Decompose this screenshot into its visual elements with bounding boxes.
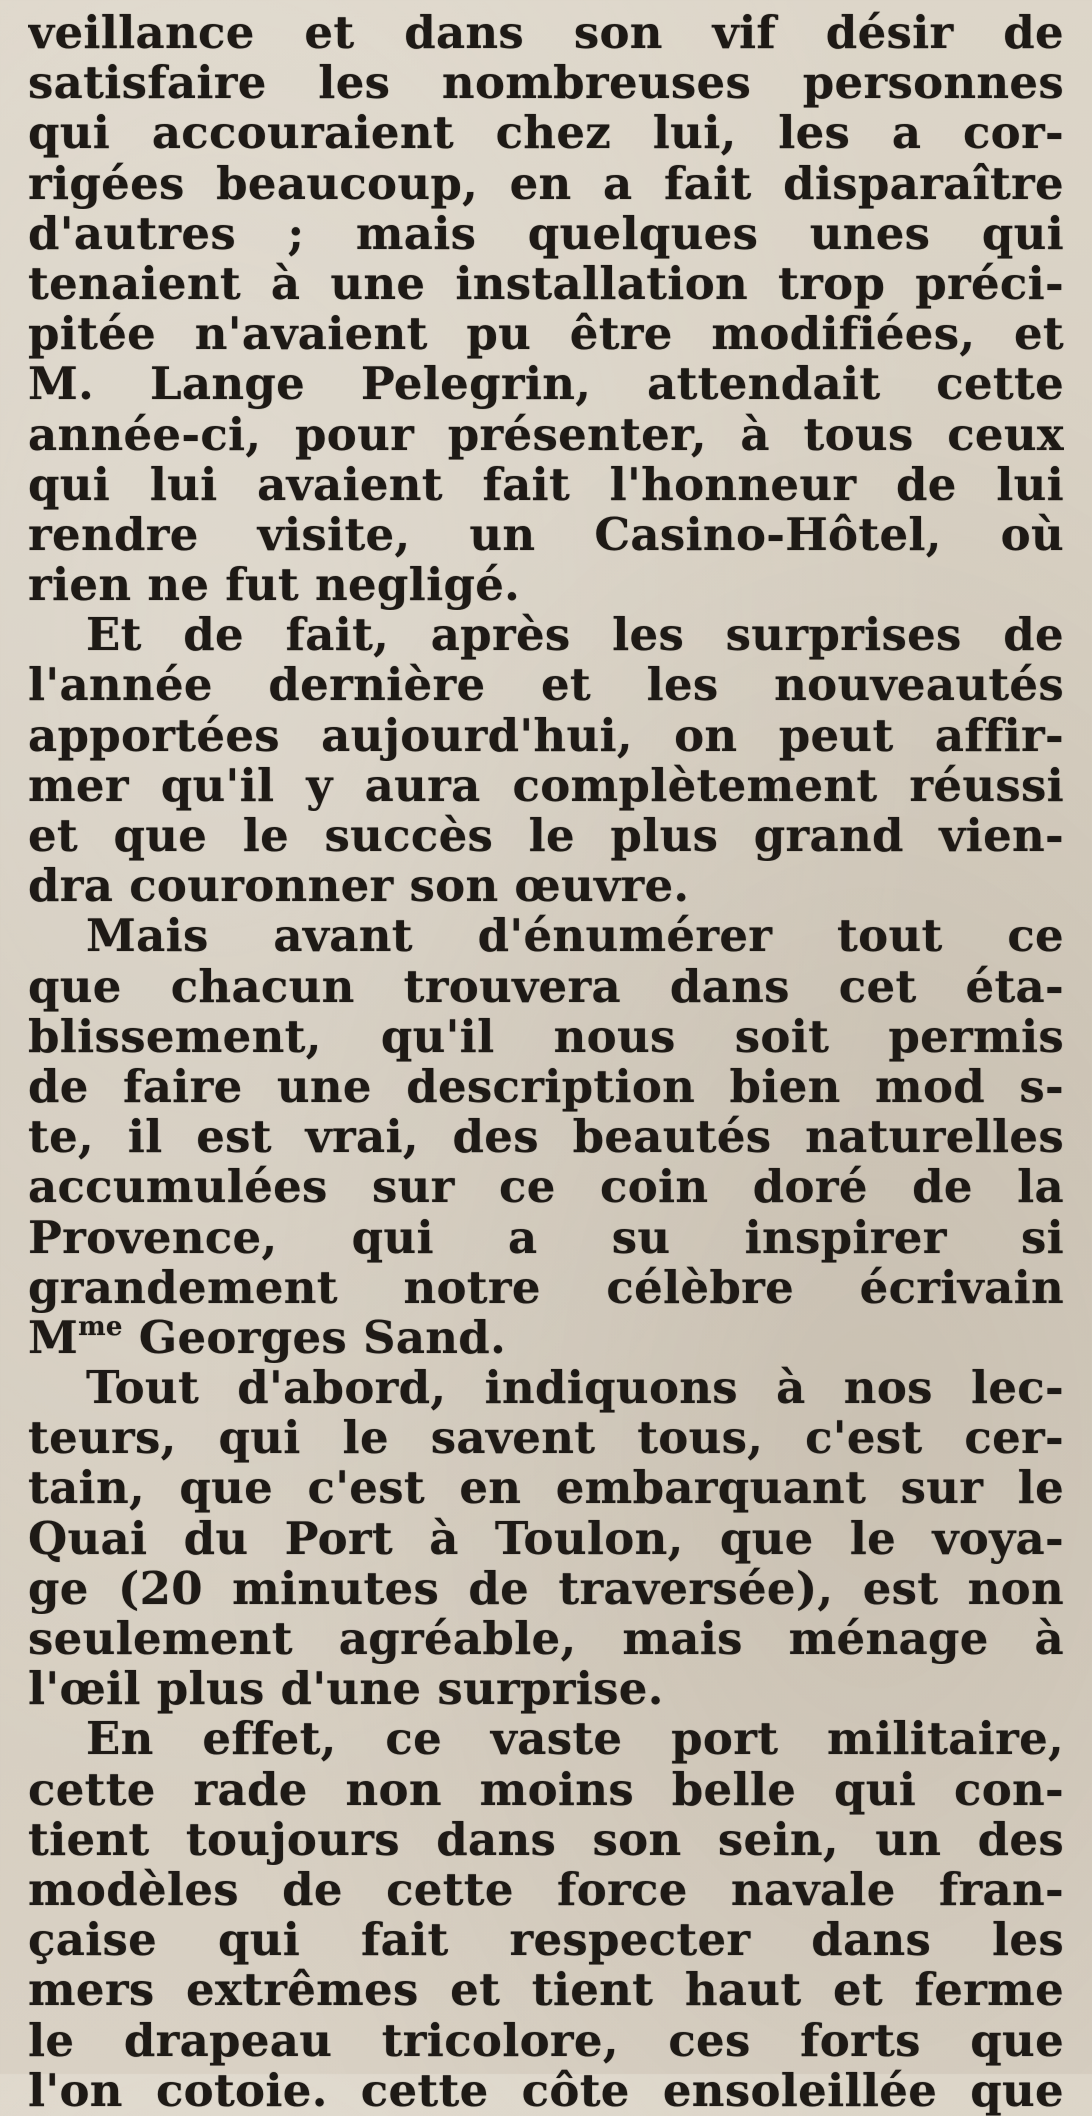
- text-line: teurs, qui le savent tous, c'est cer-: [28, 1413, 1064, 1464]
- text-line: dra couronner son œuvre.: [28, 861, 690, 912]
- paragraph: [28, 8, 1064, 610]
- paragraph: [28, 1714, 1064, 2116]
- text-line: satisfaire les nombreuses personnes: [28, 58, 1064, 109]
- text-line: modèles de cette force navale fran-: [28, 1864, 1064, 1916]
- title-superscript: me: [78, 1312, 123, 1342]
- text-line: Et de fait, après les surprises de: [86, 610, 1064, 661]
- text-line: çaise qui fait respecter dans les: [28, 1915, 1064, 1966]
- text-line: mers extrêmes et tient haut et ferme: [28, 1965, 1064, 2016]
- text-line: veillance et dans son vif désir de: [28, 8, 1064, 59]
- article-column: [28, 8, 1064, 2116]
- paragraph: [28, 911, 1064, 1363]
- text-line: rendre visite, un Casino-Hôtel, où: [28, 509, 1064, 561]
- text-line: l'œil plus d'une surprise.: [28, 1664, 664, 1715]
- title-prefix: M: [28, 1312, 79, 1364]
- text-line: apportées aujourd'hui, on peut affir-: [28, 710, 1064, 761]
- text-line: seulement agréable, mais ménage à: [28, 1614, 1064, 1665]
- text-line: année-ci, pour présenter, à tous ceux: [28, 409, 1064, 460]
- paragraph: [28, 610, 1064, 911]
- text-line: et que le succès le plus grand vien-: [28, 811, 1064, 862]
- text-line: blissement, qu'il nous soit permis: [28, 1011, 1064, 1062]
- text-line: Mais avant d'énumérer tout ce: [86, 911, 1064, 962]
- text-line: rigées beaucoup, en a fait disparaître: [28, 158, 1064, 209]
- text-line: ge (20 minutes de traversée), est non: [28, 1563, 1064, 1614]
- text-line: grandement notre célèbre écrivain: [28, 1262, 1064, 1313]
- text-line: cette rade non moins belle qui con-: [28, 1764, 1064, 1815]
- text-line: En effet, ce vaste port militaire,: [86, 1714, 1064, 1765]
- text-line: tain, que c'est en embarquant sur le: [28, 1463, 1064, 1514]
- text-line: Tout d'abord, indiquons à nos lec-: [86, 1363, 1064, 1414]
- text-line: de faire une description bien mod s-: [28, 1061, 1064, 1113]
- text-line: accumulées sur ce coin doré de la: [28, 1162, 1064, 1213]
- text-line: rien ne fut negligé.: [28, 560, 521, 611]
- text-line: d'autres ; mais quelques unes qui: [28, 208, 1064, 259]
- text-line: Provence, qui a su inspirer si: [28, 1212, 1064, 1263]
- text-line: qui lui avaient fait l'honneur de lui: [28, 459, 1064, 510]
- text-line: mer qu'il y aura complètement réussi: [28, 760, 1064, 811]
- text-line: tient toujours dans son sein, un des: [28, 1814, 1064, 1865]
- author-name: Georges Sand.: [122, 1312, 507, 1364]
- text-line: l'année dernière et les nouveautés: [28, 660, 1064, 711]
- text-line: te, il est vrai, des beautés naturelles: [28, 1112, 1064, 1163]
- text-line: Quai du Port à Toulon, que le voya-: [28, 1513, 1064, 1564]
- author-name-line: [28, 1313, 1064, 1363]
- paragraph: [28, 1363, 1064, 1714]
- text-line: tenaient à une installation trop préci-: [28, 258, 1064, 310]
- text-line: qui accouraient chez lui, les a cor-: [28, 108, 1064, 159]
- text-line: que chacun trouvera dans cet éta-: [28, 961, 1064, 1012]
- text-line: l'on cotoie. cette côte ensoleillée que: [28, 2065, 1064, 2116]
- text-line: M. Lange Pelegrin, attendait cette: [28, 359, 1064, 410]
- text-line: le drapeau tricolore, ces forts que: [28, 2015, 1064, 2066]
- text-line: pitée n'avaient pu être modifiées, et: [28, 309, 1064, 360]
